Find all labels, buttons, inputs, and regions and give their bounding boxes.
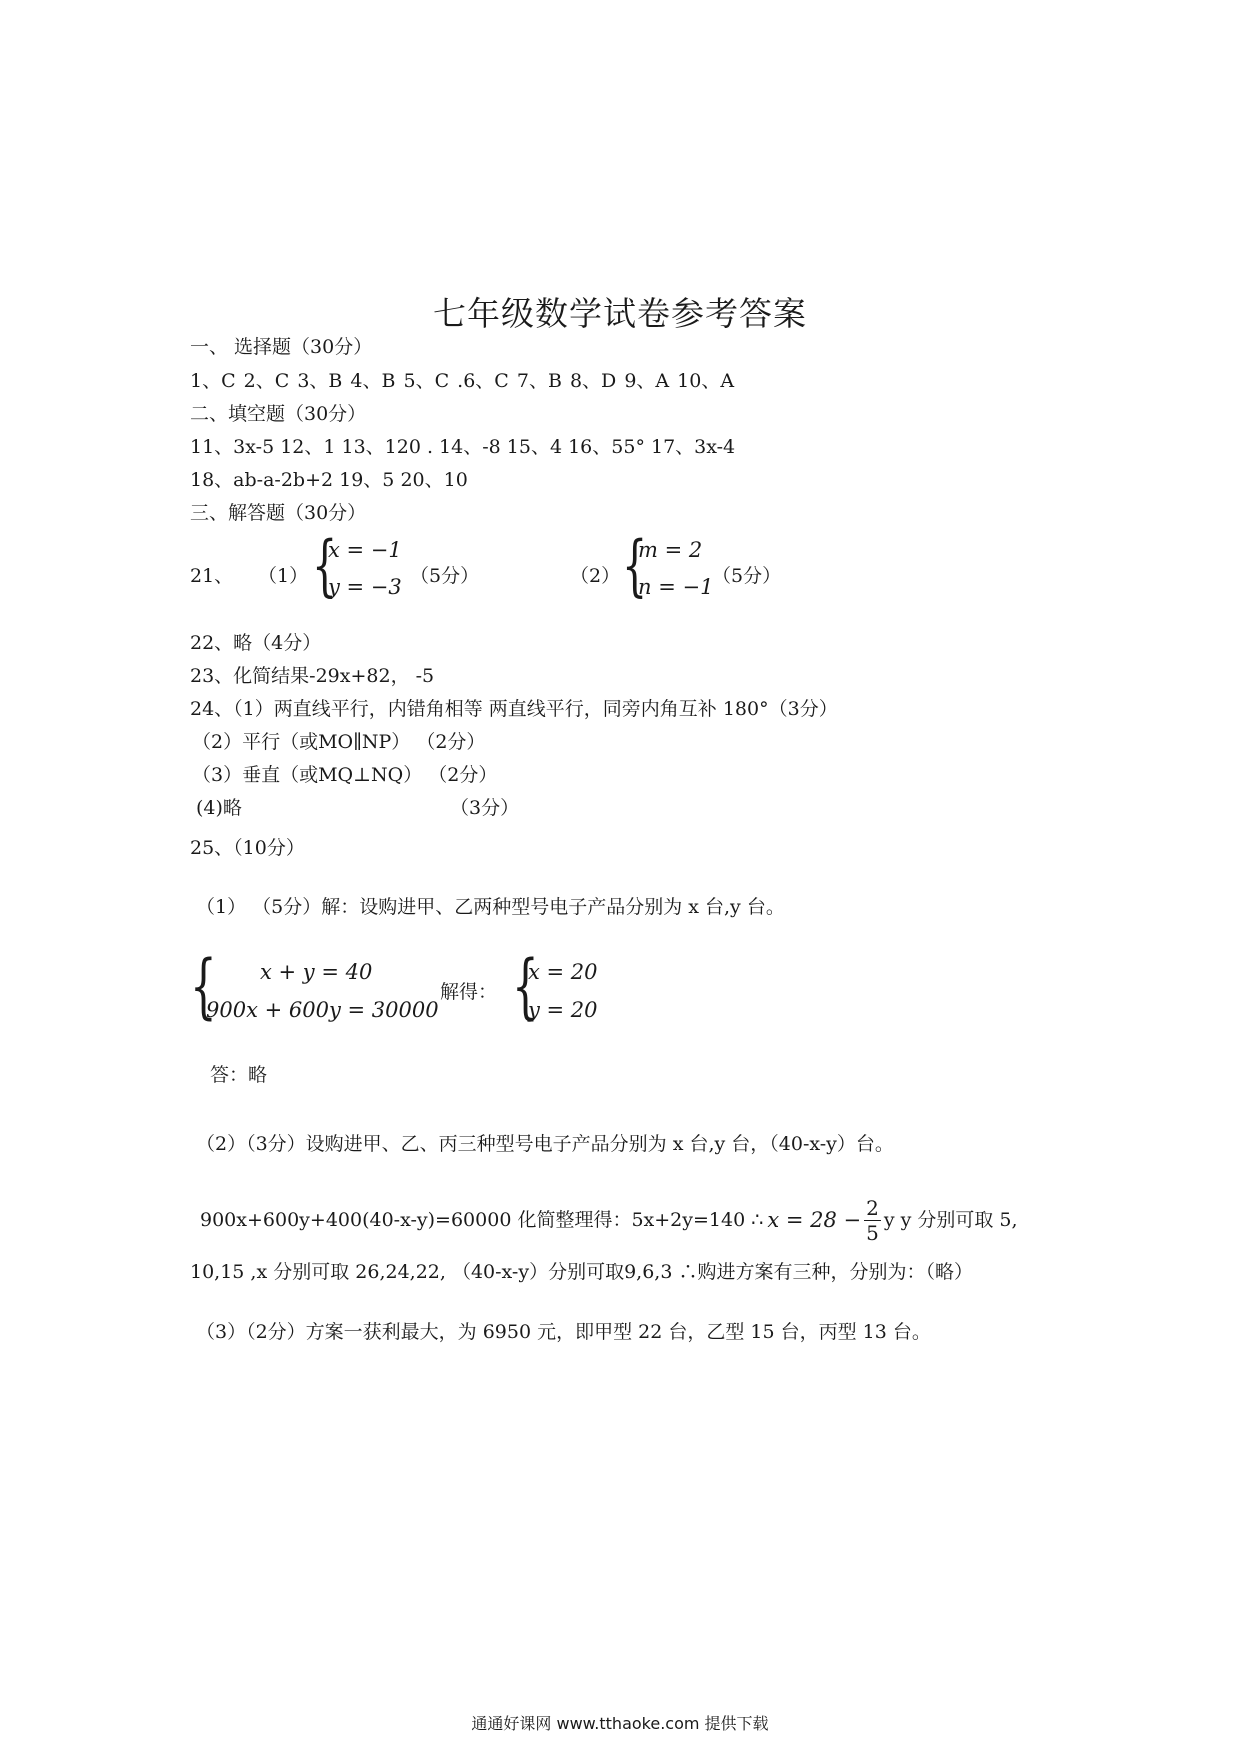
q21-label: 21、	[190, 565, 234, 587]
q22: 22、略（4分）	[190, 632, 322, 654]
footer: 通通好课网 www.tthaoke.com 提供下载	[471, 1714, 769, 1733]
q23: 23、化简结果-29x+82， -5	[190, 665, 435, 687]
q25-part2-line-1-text: 900x+600y+400(40-x-y)=60000 化简整理得：5x+2y=140 ∴	[200, 1209, 764, 1231]
q25-part2-line-1-tail: y y 分别可取 5,	[883, 1209, 1018, 1231]
q21-part2-eq1: m = 2	[638, 538, 703, 562]
q25-part2-line-2: 10,15 ,x 分别可取 26,24,22, （40-x-y）分别可取9,6,3 ∴购进方案有三种，分别为：（略）	[190, 1261, 973, 1283]
q25-system-eq2: 900x + 600y = 30000	[206, 998, 439, 1022]
section-1-answers: 1、C 2、C 3、B 4、B 5、C .6、C 7、B 8、D 9、A 10、A	[190, 370, 735, 392]
q24-line-4-score: （3分）	[450, 797, 520, 819]
page-title: 七年级数学试卷参考答案	[433, 294, 807, 333]
q24-line-4: (4)略	[196, 797, 242, 819]
q24-line-2: （2）平行（或MO∥NP） （2分）	[192, 731, 486, 753]
brace-icon: {	[312, 527, 338, 604]
brace-icon: {	[622, 527, 648, 604]
section-2-heading: 二、填空题（30分）	[190, 403, 367, 425]
q25-part2: （2）（3分）设购进甲、乙、丙三种型号电子产品分别为 x 台,y 台，（40-x-y）台。	[196, 1133, 894, 1155]
section-2-row-2: 18、ab-a-2b+2 19、5 20、10	[190, 469, 468, 491]
brace-icon: {	[190, 945, 217, 1027]
q21-part1-eq1: x = −1	[328, 538, 402, 562]
q21-part1-score: （5分）	[410, 565, 480, 587]
q25-solve-label: 解得：	[440, 981, 498, 1003]
q21-part1-label: （1）	[258, 565, 309, 587]
q24-line-1: 24、（1）两直线平行，内错角相等 两直线平行，同旁内角互补 180°（3分）	[190, 698, 838, 720]
q21-part1-eq2: y = −3	[328, 575, 402, 599]
fraction-numerator: 2	[866, 1195, 879, 1220]
q25-part2-expr: x = 28 −	[767, 1208, 862, 1232]
fraction	[864, 1196, 881, 1245]
q25-system-eq1: x + y = 40	[260, 960, 373, 984]
fraction-denominator: 5	[866, 1220, 879, 1245]
q24-line-3: （3）垂直（或MQ⊥NQ） （2分）	[192, 764, 498, 786]
q25-label: 25、（10分）	[190, 837, 305, 859]
section-1-heading: 一、 选择题（30分）	[190, 336, 373, 358]
q25-solution-eq2: y = 20	[528, 998, 598, 1022]
q25-solution-eq1: x = 20	[528, 960, 598, 984]
q21-part2-label: （2）	[570, 565, 621, 587]
q21-part2-eq2: n = −1	[638, 575, 714, 599]
brace-icon: {	[512, 945, 539, 1027]
q25-part3: （3）（2分）方案一获利最大，为 6950 元，即甲型 22 台，乙型 15 台，丙型 13 台。	[196, 1321, 931, 1343]
q25-part2-line-1	[200, 1190, 1018, 1250]
q21-part2-score: （5分）	[712, 565, 782, 587]
section-3-heading: 三、解答题（30分）	[190, 502, 367, 524]
section-2-row-1: 11、3x-5 12、1 13、120 . 14、-8 15、4 16、55° 17、3x-4	[190, 436, 736, 458]
q25-answer: 答：略	[210, 1064, 268, 1086]
q25-part1: （1） （5分）解：设购进甲、乙两种型号电子产品分别为 x 台,y 台。	[196, 896, 785, 918]
